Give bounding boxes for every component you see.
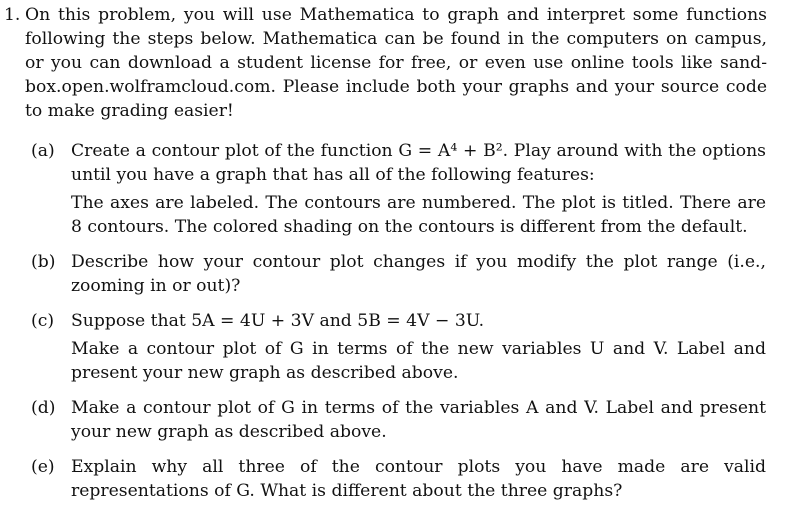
part-a-body [71, 139, 766, 239]
part-e-body [71, 455, 766, 503]
part-b-text-1: Describe how your contour plot changes if you modify the plot range (i.e., zooming in or out)? [71, 252, 766, 296]
part-c-body [71, 309, 766, 385]
part-e-text-1: Explain why all three of the contour plots you have made are valid representations of G. What is different about the three graphs? [71, 457, 766, 501]
part-d [31, 396, 766, 444]
part-e-label: (e) [31, 457, 55, 477]
part-b-label: (b) [31, 252, 56, 272]
part-c-text-1: Suppose that 5A = 4U + 3V and 5B = 4V − 3U. [71, 311, 485, 331]
part-d-text-1: Make a contour plot of G in terms of the variables A and V. Label and present your new graph as described above. [71, 398, 766, 442]
part-c-label: (c) [31, 311, 55, 331]
problem-parts [31, 139, 766, 514]
problem-1 [4, 3, 784, 123]
part-b [31, 250, 766, 298]
problem-intro: On this problem, you will use Mathematica to graph and interpret some functions following the steps below. Mathematica can be found in the computers on campus, or you can download a student license for free, or even use online tools like sand-box.open.wolframcloud.com. Please include both your graphs and your source code to make grading easier! [25, 5, 767, 121]
part-c [31, 309, 766, 385]
part-d-body [71, 396, 766, 444]
part-d-label: (d) [31, 398, 56, 418]
part-a-text-1: Create a contour plot of the function G = A⁴ + B². Play around with the options until you have a graph that has all of the following features: [71, 141, 766, 185]
problem-number: 1. [4, 5, 21, 25]
part-a-label: (a) [31, 141, 55, 161]
part-a-text-2: The axes are labeled. The contours are numbered. The plot is titled. There are 8 contours. The colored shading on the contours is different from the default. [71, 193, 766, 237]
part-a [31, 139, 766, 239]
part-b-body [71, 250, 766, 298]
part-e [31, 455, 766, 503]
part-c-text-2: Make a contour plot of G in terms of the new variables U and V. Label and present your new graph as described above. [71, 339, 766, 383]
